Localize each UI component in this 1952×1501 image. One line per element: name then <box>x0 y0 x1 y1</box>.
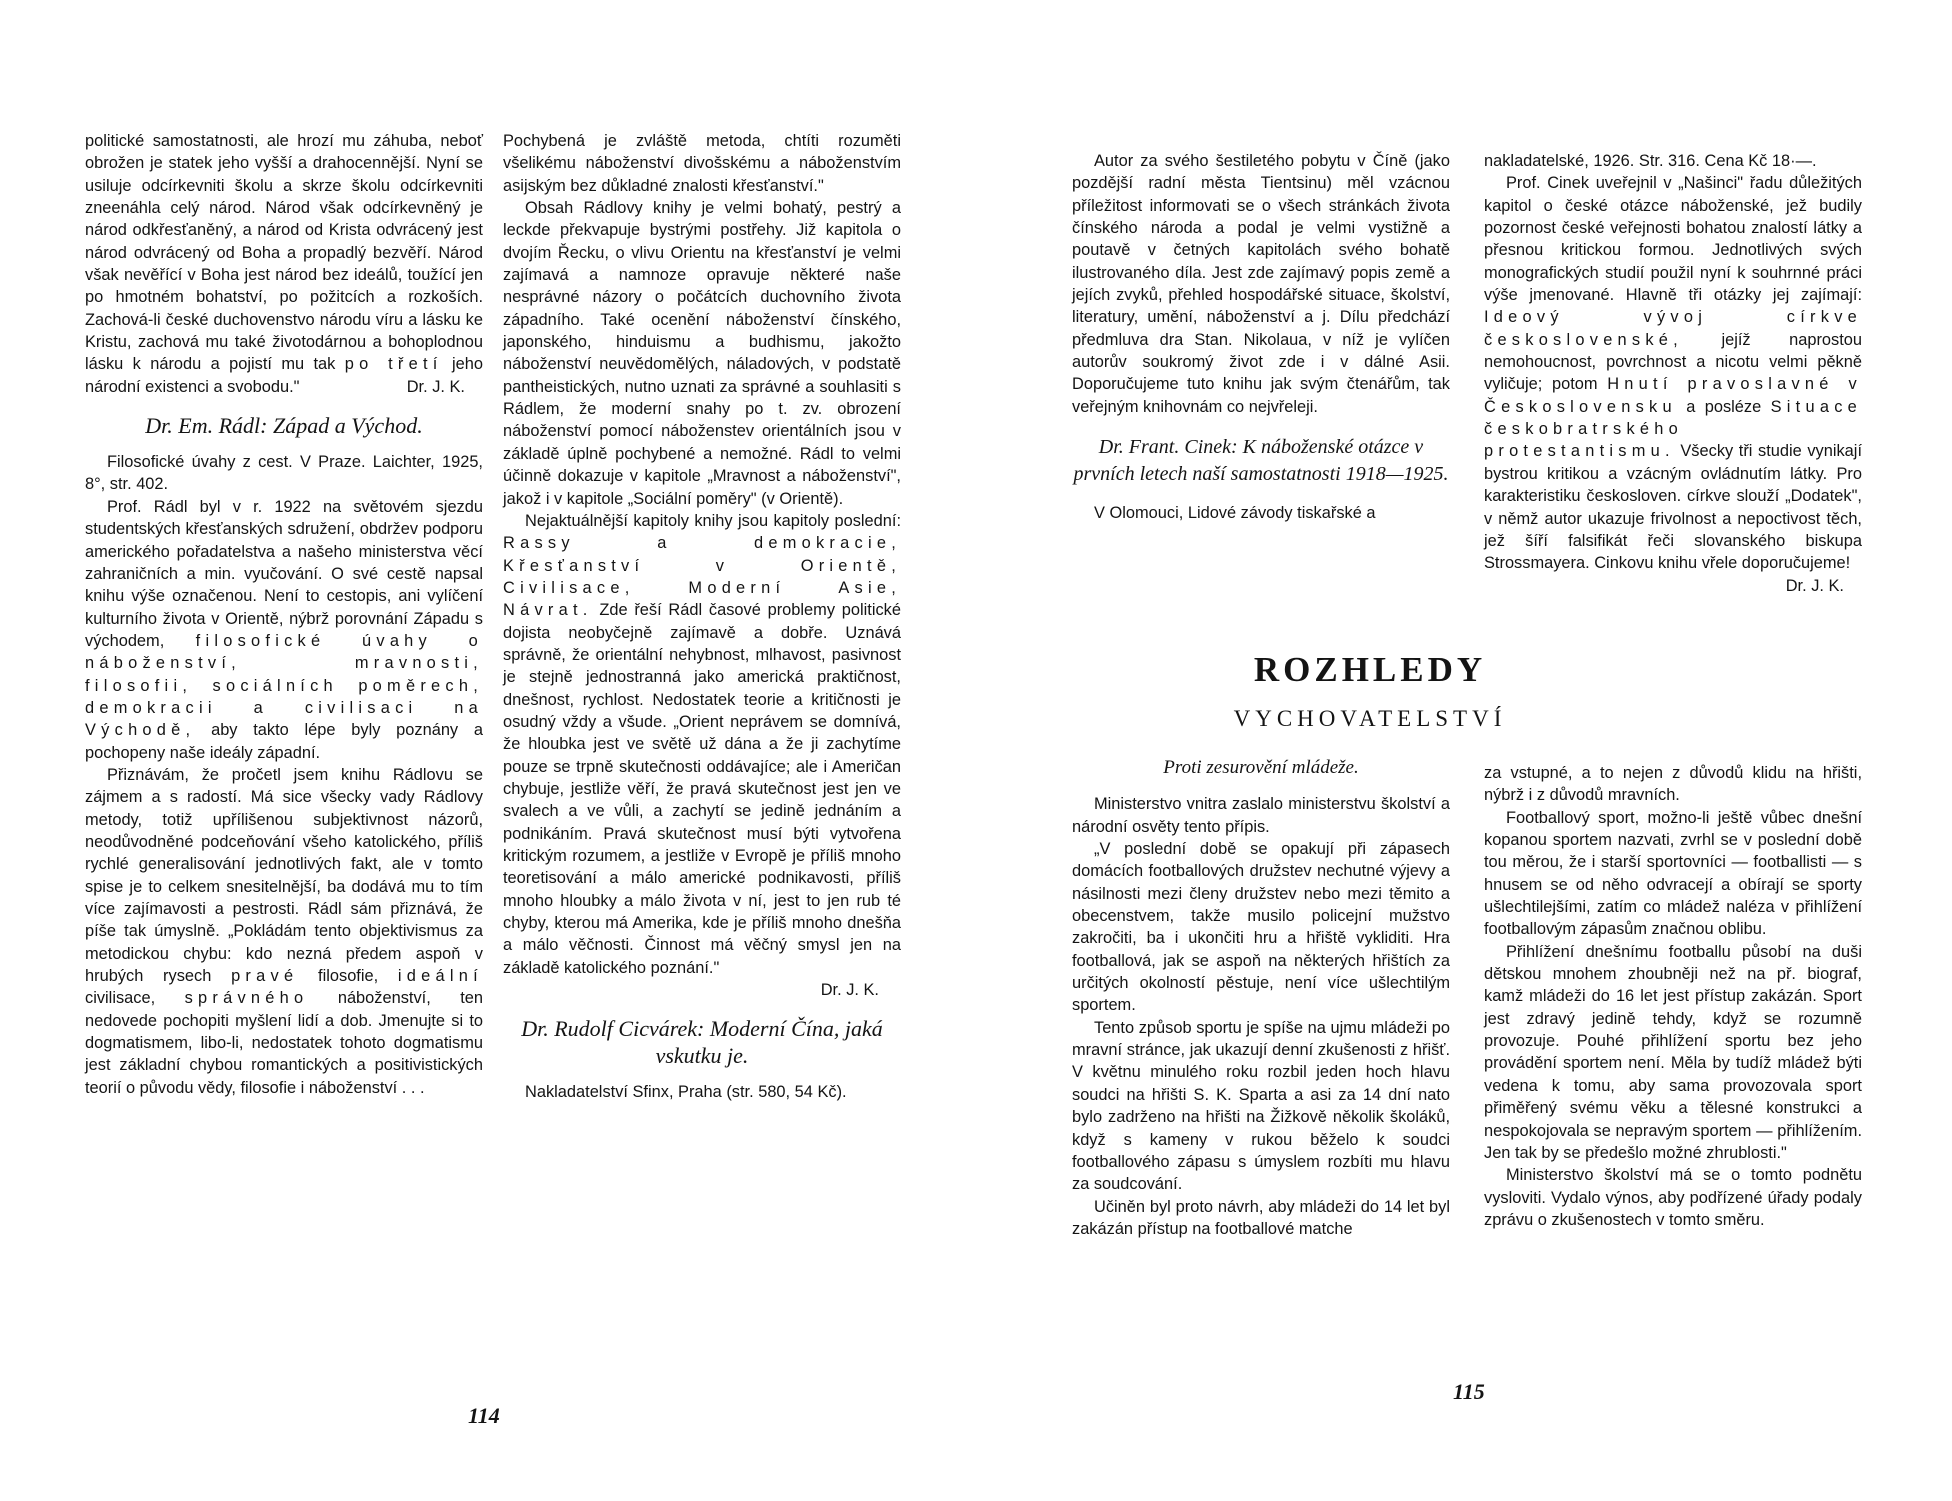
paragraph: Ministerstvo vnitra zaslalo ministerstvu školství a národní osvěty tento přípis. <box>1072 795 1450 836</box>
paragraph: „V poslední době se opakují při zápasech domácích footballových družstev nechutné výjevy a násilnosti mezi členy družstev nebo mezi těmito a obecenstvem, takže musilo policejní mužstvo zakročiti, ba i ukončiti hru a hřiště vykliditi. Hra footballová, jak se aspoň na některých hřištích za určitých okolností pěstuje, není více ušlechtilým sportem. <box>1072 840 1450 1015</box>
article-column-2 <box>1484 762 1862 1231</box>
paragraph: Autor za svého šestiletého pobytu v Číně (jako pozdější radní města Tientsinu) měl vzácnou příležitost informovati se o všech stránkách života čínského národa a podal je velmi vystižně a poutavě v četných kapitolách svého bohatě ilustrovaného díla. Jest zde zajímavý popis země a jejích zvyků, přehled hospodářské situace, školství, literatury, umění, náboženství a j. Dílu předchází předmluva dra Stan. Nikolaua, v níž je vylíčen autorův soukromý život zde i v dálné Asii. Doporučujeme tuto knihu jak svým čtenářům, tak veřejným knihovnám co nejvřeleji. <box>1072 152 1450 416</box>
paragraph: Přiznávám, že pročetl jsem knihu Rádlovu se zájmem a s radostí. Má sice všecky vady Rádlovy metody, totiž upřílišenou subjektivnost názorů, neodůvodněné podceňování všeho katolického, příliš rychlé generalisování jednotlivých fakt, ale v tomto spise je to celkem snesitelnější, ba dodává mu to tím více zajímavosti a pestrosti. Rádl sám přiznává, že píše tak úmyslně. „Pokládám tento objektivismus za metodickou chybu: kdo nezná předem aspoň v hrubých rysech pravé filosofie, ideální civilisace, správného náboženství, ten nedovede pochopiti myšlení lidí a dob. Jmenujte si to dogmatismem, libo-li, nedostatek tohoto dogmatismu jest základní chybou romantických a positivistických teorií o původu vědy, filosofie i náboženství . . . <box>85 765 483 1097</box>
section-heading: ROZHLEDY <box>1253 650 1487 689</box>
paragraph: politické samostatnosti, ale hrozí mu záhuba, neboť obrožen je statek jeho vyšší a drahocennější. Nyní se usiluje odcírkevniti školu a skrze školu odcírkevniti zneenáhla celý národ. Národ však odcírkevněný je národ odkřesťaněný, a národ od Krista odvrácený jest národ odvrácený od Boha a propadlý bezvěří. Národ však nevěřící v Boha jest národ bez ideálů, toužící jen po hmotném bohatství, po požitcích a rozkoších. Zachová-li české duchovenstvo národu víru a lásku ke Kristu, zachová mu také životodárnou a bohoplodnou lásku k národu a pojistí mu tak po třetí jeho národní existenci a svobodu." Dr. J. K. <box>85 130 483 398</box>
article-column-1 <box>1072 757 1450 1240</box>
section-subheading: VYCHOVATELSTVÍ <box>1233 706 1507 731</box>
paragraph: Tento způsob sportu je spíše na ujmu mládeži po mravní stránce, jak ukazují denní zkušenosti z hřišť. V květnu minulého roku rozbil jeden hoch hlavu soudci na hřišti S. K. Sparta a asi za 14 dní nato bylo zadrženo na hřišti na Žižkově několik školáků, když s kameny v rukou běželo k soudci footballového zápasu s úmyslem rozbíti mu hlavu za soudcování. <box>1072 1018 1450 1194</box>
review-title: Dr. Rudolf Cicvárek: Moderní Čína, jaká vskutku je. <box>521 1016 883 1069</box>
paragraph: Ministerstvo školství má se o tomto podnětu vysloviti. Vydalo výnos, aby podřízené úřady podaly zprávu o zkušenostech v tomto směru. <box>1484 1166 1862 1229</box>
paragraph: Prof. Cinek uveřejnil v „Našinci" řadu důležitých kapitol o české otázce náboženské, jež budily pozornost české veřejnosti bohatou znalostí látky a přesnou kritickou formou. Jednotlivých svých monografických studií použil nyní k souhrnné práci výše jmenované. Hlavně tři otázky jej zajímají: Ideový vývoj církve československé, jejíž naprostou nemohoucnost, povrchnost a nicotu velmi pěkně vyličuje; potom Hnutí pravoslavné v Československu a posléze Situace českobratrského protestantismu. Všecky tři studie vynikají bystrou kritikou a vzácným ovládnutím látky. Pro karakteristiku českosloven. církve slouží „Dodatek", v němž autor ukazuje frivolnost a nepoctivost těch, jež šíří falsifikát řeči slovanského biskupa Strossmayera. Cinkovu knihu vřele doporučujeme! Dr. J. K. <box>1484 172 1862 574</box>
page-number: 114 <box>468 1403 500 1428</box>
review-title: Dr. Em. Rádl: Západ a Východ. <box>145 413 423 439</box>
paragraph: Učiněn byl proto návrh, aby mládeži do 14 let byl zakázán přístup na footballové matche <box>1072 1197 1450 1238</box>
left-page-column-2 <box>503 130 901 1104</box>
paragraph: Pochybená je zvláště metoda, chtíti rozuměti všelikému náboženství divošskému a náboženstvím asijským bez důkladné znalosti křesťanství." <box>503 132 901 195</box>
paragraph: Prof. Rádl byl v r. 1922 na světovém sjezdu studentských křesťanských sdružení, obdržev podporu amerického pořadatelstva a našeho ministerstva věcí zahraničních a min. vyučování. O své cestě napsal knihu výše označenou. Není to cestopis, ani vylíčení kulturního života v Orientě, nýbrž porovnání Západu s východem, filosofické úvahy o náboženství, mravnosti, filosofii, sociálních poměrech, demokracii a civilisaci na Východě, aby takto lépe byly poznány a pochopeny naše ideály západní. <box>85 497 483 762</box>
paragraph: za vstupné, a to nejen z důvodů klidu na hřišti, nýbrž i z důvodů mravních. <box>1484 764 1862 805</box>
review-meta: Filosofické úvahy z cest. V Praze. Laichter, 1925, 8°, str. 402. <box>85 453 483 494</box>
left-page-column-1 <box>85 130 483 1099</box>
review-title: Dr. Frant. Cinek: K náboženské otázce v prvních letech naší samostatnosti 1918—1925. <box>1073 436 1449 486</box>
signature: Dr. J. K. <box>820 981 879 1000</box>
paragraph: Footballový sport, možno-li ještě vůbec dnešní kopanou sportem nazvati, zvrhl se v poslední době tou měrou, že i starší sportovníci — footballisti — s hnusem se od něho odvracejí a obírají se sporty ušlechtilejšími, zatím co mládež naléza v přihlížení footballovým zápasům značnou oblibu. <box>1484 808 1862 939</box>
page-number: 115 <box>1453 1379 1485 1404</box>
signature: Dr. J. K. <box>406 377 465 396</box>
review-meta: V Olomouci, Lidové závody tiskařské a <box>1094 504 1376 523</box>
signature: Dr. J. K. <box>1785 576 1844 595</box>
paragraph: Obsah Rádlovy knihy je velmi bohatý, pestrý a leckde překvapuje bystrými postřehy. Již kapitola o dvojím Řecku, o vlivu Orientu na křesťanství je velmi zajímavá a namnoze opravuje některé naše nesprávné názory o počátcích duchovního života západního. Také ocenění náboženství čínského, japonského, hinduismu a budhismu, jakožto náboženství neuvědomělých, náladových, v podstatě pantheistických, nutno uznati za správné a souhlasiti s Rádlem, že moderní snahy po t. zv. obrození náboženství pomocí náboženstev orientálních jsou v základě úplně pochybené a nemožné. Rádl to velmi účinně dokazuje v kapitole „Mravnost a náboženství", jakož i v kapitole „Sociální poměry" (v Orientě). <box>503 199 901 508</box>
review-meta: Nakladatelství Sfinx, Praha (str. 580, 54 Kč). <box>525 1083 847 1102</box>
article-title: Proti zesurovění mládeže. <box>1163 757 1359 778</box>
right-page-column-1 <box>1072 150 1450 524</box>
right-page-column-2 <box>1484 150 1862 597</box>
paragraph: Přihlížení dnešnímu footballu působí na duši dětskou mnohem zhoubněji než na př. biograf, kamž mládeži do 16 let jest přístup zakázán. Sport jest zdravý jedině tehdy, když se rozumně provozuje. Pouhé přihlížení sportu bez jeho provádění sportem není. Měla by tudíž mládež býti vedena k tomu, aby sama provozovala sport přiměřený svému věku a tělesné konstrukci a nespokojovala se nepravým sportem — přihlížením. Jen tak by se předešlo možné zhrublosti." <box>1484 942 1862 1162</box>
right-page <box>976 0 1952 1501</box>
paragraph: nakladatelské, 1926. Str. 316. Cena Kč 18·—. <box>1484 152 1817 170</box>
paragraph: Nejaktuálnější kapitoly knihy jsou kapitoly poslední: Rassy a demokracie, Křesťanství v Orientě, Civilisace, Moderní Asie, Návrat. Zde řeší Rádl časové problemy politické dojista neobyčejně zajímavě a dobře. Uznává správně, že orientální nehybnost, mlhavost, pasivnost je stejně jednostranná jako americká praktičnost, dnešnost, rychlost. Nedostatek teorie a kritičnosti je osudný vždy a všude. „Orient neprávem se domnívá, že hloubka jest ve světě už dána a že ji zachytíme pouze se trpně skutečnosti oddávajíce; ale i Američan chybuje, jestliže věří, že pravá skutečnost jest jen ve svalech a ve vůli, a zachytí se jedině jednáním a podnikáním. Pravá skutečnost musí býti vytvořena kritickým rozumem, a jestliže v Evropě je příliš mnoho teoretisování a málo americké podnikavosti, příliš mnoho hloubky a málo života v ní, jest to jen rub té chyby, kterou má Amerika, kde je příliš mnoho dnešňa a málo věčnosti. Činnost má věčný smysl jen na základě katolického poznání." <box>503 511 901 977</box>
